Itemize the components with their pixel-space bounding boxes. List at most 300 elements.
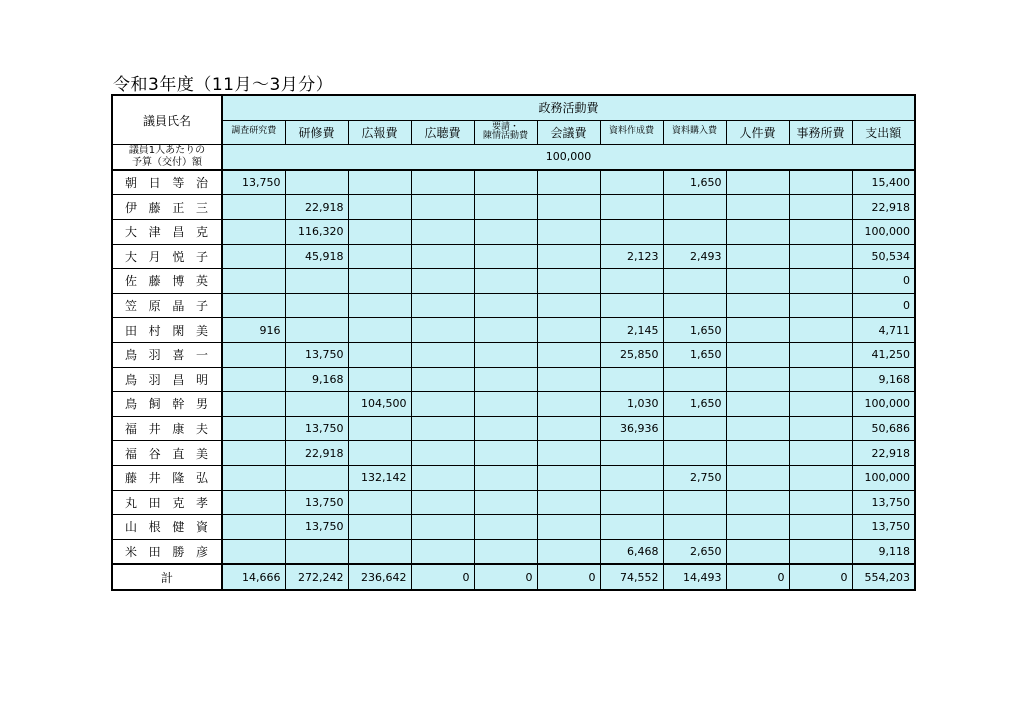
member-name	[112, 244, 222, 269]
amount-cell	[411, 367, 474, 392]
amount-cell: 50,686	[852, 416, 915, 441]
member-name-char: 晶	[172, 299, 186, 314]
amount-cell: 22,918	[285, 441, 348, 466]
member-name	[112, 465, 222, 490]
member-name-char: 井	[148, 422, 162, 437]
amount-cell: 13,750	[285, 490, 348, 515]
amount-cell: 36,936	[600, 416, 663, 441]
amount-cell	[348, 219, 411, 244]
amount-cell: 1,650	[663, 342, 726, 367]
total-amount-cell: 554,203	[852, 564, 915, 590]
amount-cell: 9,168	[852, 367, 915, 392]
amount-cell	[600, 269, 663, 294]
member-name-char: 夫	[195, 422, 209, 437]
amount-cell	[726, 293, 789, 318]
amount-cell	[348, 441, 411, 466]
member-name-char: 井	[148, 471, 162, 486]
member-name-char: 博	[172, 274, 186, 289]
total-amount-cell: 0	[537, 564, 600, 590]
amount-cell	[411, 318, 474, 343]
member-name-char: 羽	[148, 372, 162, 387]
amount-cell	[222, 293, 285, 318]
amount-cell	[726, 392, 789, 417]
amount-cell	[411, 170, 474, 195]
column-header: 要請・ 陳情活動費	[474, 120, 537, 145]
amount-cell	[474, 219, 537, 244]
amount-cell	[537, 515, 600, 540]
amount-cell	[285, 539, 348, 564]
amount-cell	[726, 515, 789, 540]
member-name	[112, 318, 222, 343]
amount-cell	[474, 195, 537, 220]
member-name-char: 昌	[172, 225, 186, 240]
budget-label-line1: 議員1人あたりの	[128, 145, 206, 157]
expense-table	[111, 94, 916, 591]
amount-cell	[537, 465, 600, 490]
member-name-char: 悦	[172, 249, 186, 264]
amount-cell: 25,850	[600, 342, 663, 367]
column-header: 広報費	[348, 120, 411, 145]
member-name-char: 藤	[148, 274, 162, 289]
table-row	[112, 293, 915, 318]
amount-cell	[285, 318, 348, 343]
amount-cell	[222, 269, 285, 294]
amount-cell	[411, 441, 474, 466]
amount-cell	[600, 515, 663, 540]
amount-cell	[663, 515, 726, 540]
member-name-char: 大	[125, 225, 139, 240]
total-amount-cell: 74,552	[600, 564, 663, 590]
amount-cell	[222, 465, 285, 490]
amount-cell: 2,145	[600, 318, 663, 343]
amount-cell	[222, 441, 285, 466]
amount-cell	[537, 441, 600, 466]
amount-cell: 1,650	[663, 392, 726, 417]
amount-cell: 132,142	[348, 465, 411, 490]
amount-cell	[663, 367, 726, 392]
member-name-char: 男	[195, 397, 209, 412]
amount-cell	[474, 367, 537, 392]
table-row	[112, 170, 915, 195]
name-column-header: 議員氏名	[112, 95, 222, 145]
member-name-char: 閑	[172, 323, 186, 338]
amount-cell	[474, 441, 537, 466]
column-header: 事務所費	[789, 120, 852, 145]
amount-cell	[600, 219, 663, 244]
table-row	[112, 367, 915, 392]
amount-cell	[726, 219, 789, 244]
budget-value: 100,000	[222, 145, 915, 170]
member-name-char: 藤	[148, 200, 162, 215]
amount-cell	[537, 416, 600, 441]
column-header: 支出額	[852, 120, 915, 145]
sheet-title: 令和3年度（11月～3月分）	[113, 75, 334, 95]
amount-cell	[663, 293, 726, 318]
member-name-char: 山	[125, 520, 139, 535]
amount-cell: 15,400	[852, 170, 915, 195]
table-row	[112, 392, 915, 417]
member-name-char: 大	[125, 249, 139, 264]
total-amount-cell: 0	[726, 564, 789, 590]
amount-cell	[474, 318, 537, 343]
amount-cell	[222, 392, 285, 417]
amount-cell	[222, 244, 285, 269]
amount-cell: 2,493	[663, 244, 726, 269]
total-amount-cell: 0	[789, 564, 852, 590]
amount-cell	[474, 465, 537, 490]
member-name-char: 佐	[125, 274, 139, 289]
amount-cell	[789, 269, 852, 294]
member-name-char: 日	[148, 176, 162, 191]
amount-cell	[285, 170, 348, 195]
column-header: 人件費	[726, 120, 789, 145]
amount-cell	[663, 416, 726, 441]
member-name-char: 米	[125, 544, 139, 559]
column-header: 広聴費	[411, 120, 474, 145]
amount-cell	[348, 342, 411, 367]
member-name-char: 田	[148, 544, 162, 559]
table-row	[112, 465, 915, 490]
amount-cell	[285, 392, 348, 417]
member-name	[112, 170, 222, 195]
member-name-char: 勝	[172, 544, 186, 559]
amount-cell	[537, 219, 600, 244]
member-name-char: 丸	[125, 495, 139, 510]
member-name-char: 谷	[148, 446, 162, 461]
amount-cell: 13,750	[285, 342, 348, 367]
member-name-char: 鳥	[125, 348, 139, 363]
amount-cell: 1,030	[600, 392, 663, 417]
amount-cell	[348, 318, 411, 343]
amount-cell	[474, 490, 537, 515]
member-name-char: 一	[195, 348, 209, 363]
member-name-char: 田	[125, 323, 139, 338]
amount-cell	[726, 539, 789, 564]
amount-cell	[600, 195, 663, 220]
member-name	[112, 342, 222, 367]
amount-cell	[537, 244, 600, 269]
total-amount-cell: 0	[474, 564, 537, 590]
amount-cell	[222, 416, 285, 441]
amount-cell: 1,650	[663, 170, 726, 195]
amount-cell	[348, 515, 411, 540]
table-row	[112, 244, 915, 269]
column-header: 調査研究費	[222, 120, 285, 145]
table-row	[112, 416, 915, 441]
member-name	[112, 392, 222, 417]
amount-cell	[285, 465, 348, 490]
amount-cell	[726, 490, 789, 515]
amount-cell	[789, 170, 852, 195]
amount-cell	[537, 293, 600, 318]
amount-cell	[789, 195, 852, 220]
member-name-char: 弘	[195, 471, 209, 486]
table-row	[112, 441, 915, 466]
member-name-char: 朝	[125, 176, 139, 191]
amount-cell	[726, 195, 789, 220]
amount-cell	[348, 367, 411, 392]
member-name-char: 鳥	[125, 372, 139, 387]
member-name-char: 子	[195, 249, 209, 264]
amount-cell	[222, 342, 285, 367]
member-name-char: 笠	[125, 299, 139, 314]
amount-cell	[411, 416, 474, 441]
amount-cell	[411, 465, 474, 490]
total-amount-cell: 14,493	[663, 564, 726, 590]
amount-cell: 22,918	[852, 195, 915, 220]
member-name-char: 治	[195, 176, 209, 191]
amount-cell	[600, 170, 663, 195]
amount-cell	[726, 244, 789, 269]
amount-cell	[789, 342, 852, 367]
member-name	[112, 515, 222, 540]
amount-cell	[348, 416, 411, 441]
amount-cell	[348, 195, 411, 220]
member-name-char: 伊	[125, 200, 139, 215]
amount-cell	[789, 293, 852, 318]
total-amount-cell: 236,642	[348, 564, 411, 590]
table-row	[112, 539, 915, 564]
member-name-char: 孝	[195, 495, 209, 510]
member-name-char: 福	[125, 422, 139, 437]
member-name-char: 康	[172, 422, 186, 437]
amount-cell: 13,750	[285, 416, 348, 441]
amount-cell	[474, 269, 537, 294]
member-name-char: 昌	[172, 372, 186, 387]
member-name	[112, 269, 222, 294]
table-row	[112, 219, 915, 244]
amount-cell	[348, 170, 411, 195]
amount-cell	[789, 515, 852, 540]
amount-cell	[789, 392, 852, 417]
amount-cell	[537, 367, 600, 392]
amount-cell	[348, 490, 411, 515]
amount-cell	[663, 269, 726, 294]
member-name-char: 資	[195, 520, 209, 535]
member-name-char: 月	[148, 249, 162, 264]
amount-cell	[348, 244, 411, 269]
amount-cell: 45,918	[285, 244, 348, 269]
amount-cell	[411, 515, 474, 540]
total-amount-cell: 14,666	[222, 564, 285, 590]
member-name	[112, 416, 222, 441]
table-row	[112, 195, 915, 220]
amount-cell: 116,320	[285, 219, 348, 244]
amount-cell	[537, 269, 600, 294]
amount-cell	[222, 515, 285, 540]
total-amount-cell: 0	[411, 564, 474, 590]
member-name-char: 彦	[195, 544, 209, 559]
table-row	[112, 515, 915, 540]
amount-cell	[600, 367, 663, 392]
amount-cell: 13,750	[285, 515, 348, 540]
member-name-char: 津	[148, 225, 162, 240]
amount-cell	[789, 219, 852, 244]
member-name	[112, 293, 222, 318]
amount-cell	[411, 392, 474, 417]
member-name	[112, 539, 222, 564]
budget-label	[112, 145, 222, 170]
amount-cell	[726, 170, 789, 195]
amount-cell	[222, 367, 285, 392]
column-header: 資料購入費	[663, 120, 726, 145]
amount-cell: 100,000	[852, 392, 915, 417]
amount-cell: 4,711	[852, 318, 915, 343]
member-name-char: 鳥	[125, 397, 139, 412]
amount-cell: 100,000	[852, 465, 915, 490]
amount-cell	[726, 465, 789, 490]
amount-cell	[474, 539, 537, 564]
member-name-char: 羽	[148, 348, 162, 363]
amount-cell	[537, 195, 600, 220]
member-name-char: 美	[195, 323, 209, 338]
total-row	[112, 564, 915, 590]
member-name-char: 藤	[125, 471, 139, 486]
header-row-columns	[112, 120, 915, 145]
member-name	[112, 441, 222, 466]
amount-cell	[537, 342, 600, 367]
column-header: 会議費	[537, 120, 600, 145]
amount-cell: 2,750	[663, 465, 726, 490]
member-name-char: 健	[172, 520, 186, 535]
member-name-char: 三	[195, 200, 209, 215]
amount-cell	[600, 490, 663, 515]
amount-cell	[411, 244, 474, 269]
amount-cell	[789, 367, 852, 392]
amount-cell: 2,650	[663, 539, 726, 564]
budget-label-line2: 予算（交付）額	[132, 156, 202, 168]
member-name-char: 喜	[172, 348, 186, 363]
amount-cell	[726, 367, 789, 392]
amount-cell	[789, 244, 852, 269]
amount-cell	[663, 195, 726, 220]
table-row	[112, 342, 915, 367]
member-name-char: 克	[195, 225, 209, 240]
amount-cell: 41,250	[852, 342, 915, 367]
amount-cell	[411, 219, 474, 244]
table-row	[112, 269, 915, 294]
member-name-char: 隆	[172, 471, 186, 486]
amount-cell	[348, 539, 411, 564]
amount-cell	[474, 342, 537, 367]
amount-cell: 0	[852, 269, 915, 294]
amount-cell	[411, 490, 474, 515]
amount-cell: 50,534	[852, 244, 915, 269]
amount-cell	[537, 318, 600, 343]
amount-cell: 6,468	[600, 539, 663, 564]
amount-cell	[726, 269, 789, 294]
amount-cell	[474, 416, 537, 441]
amount-cell	[474, 392, 537, 417]
table-row	[112, 490, 915, 515]
amount-cell	[663, 441, 726, 466]
amount-cell	[789, 490, 852, 515]
amount-cell	[222, 490, 285, 515]
amount-cell	[474, 515, 537, 540]
amount-cell	[285, 269, 348, 294]
amount-cell: 916	[222, 318, 285, 343]
total-amount-cell: 272,242	[285, 564, 348, 590]
amount-cell: 0	[852, 293, 915, 318]
amount-cell: 9,118	[852, 539, 915, 564]
budget-row	[112, 145, 915, 170]
member-name-char: 子	[195, 299, 209, 314]
member-name-char: 正	[172, 200, 186, 215]
amount-cell: 9,168	[285, 367, 348, 392]
amount-cell	[411, 195, 474, 220]
column-header: 研修費	[285, 120, 348, 145]
amount-cell	[474, 244, 537, 269]
member-name	[112, 219, 222, 244]
amount-cell	[348, 269, 411, 294]
amount-cell: 22,918	[285, 195, 348, 220]
member-name-char: 克	[172, 495, 186, 510]
amount-cell: 13,750	[222, 170, 285, 195]
amount-cell: 22,918	[852, 441, 915, 466]
amount-cell	[537, 170, 600, 195]
member-name-char: 明	[195, 372, 209, 387]
member-name	[112, 490, 222, 515]
amount-cell	[789, 441, 852, 466]
amount-cell: 1,650	[663, 318, 726, 343]
member-name	[112, 195, 222, 220]
amount-cell	[474, 293, 537, 318]
amount-cell	[411, 342, 474, 367]
amount-cell	[474, 170, 537, 195]
amount-cell	[600, 293, 663, 318]
member-name-char: 直	[172, 446, 186, 461]
table-row	[112, 318, 915, 343]
member-name-char: 根	[148, 520, 162, 535]
amount-cell	[726, 441, 789, 466]
member-name-char: 等	[172, 176, 186, 191]
member-name-char: 英	[195, 274, 209, 289]
amount-cell	[789, 539, 852, 564]
member-name-char: 幹	[172, 397, 186, 412]
amount-cell	[726, 416, 789, 441]
header-row-group	[112, 95, 915, 120]
amount-cell: 13,750	[852, 515, 915, 540]
amount-cell	[537, 490, 600, 515]
amount-cell: 13,750	[852, 490, 915, 515]
amount-cell	[789, 416, 852, 441]
amount-cell	[411, 269, 474, 294]
amount-cell: 2,123	[600, 244, 663, 269]
amount-cell	[222, 195, 285, 220]
amount-cell: 100,000	[852, 219, 915, 244]
amount-cell	[348, 293, 411, 318]
member-name-char: 村	[148, 323, 162, 338]
member-name	[112, 367, 222, 392]
amount-cell	[789, 318, 852, 343]
amount-cell	[726, 318, 789, 343]
group-header: 政務活動費	[222, 95, 915, 120]
amount-cell	[726, 342, 789, 367]
amount-cell	[411, 293, 474, 318]
amount-cell	[663, 490, 726, 515]
member-name-char: 原	[148, 299, 162, 314]
member-name-char: 福	[125, 446, 139, 461]
amount-cell	[663, 219, 726, 244]
amount-cell	[222, 219, 285, 244]
amount-cell	[537, 539, 600, 564]
amount-cell	[600, 465, 663, 490]
amount-cell	[789, 465, 852, 490]
amount-cell	[537, 392, 600, 417]
amount-cell	[411, 539, 474, 564]
amount-cell	[222, 539, 285, 564]
column-header: 資料作成費	[600, 120, 663, 145]
